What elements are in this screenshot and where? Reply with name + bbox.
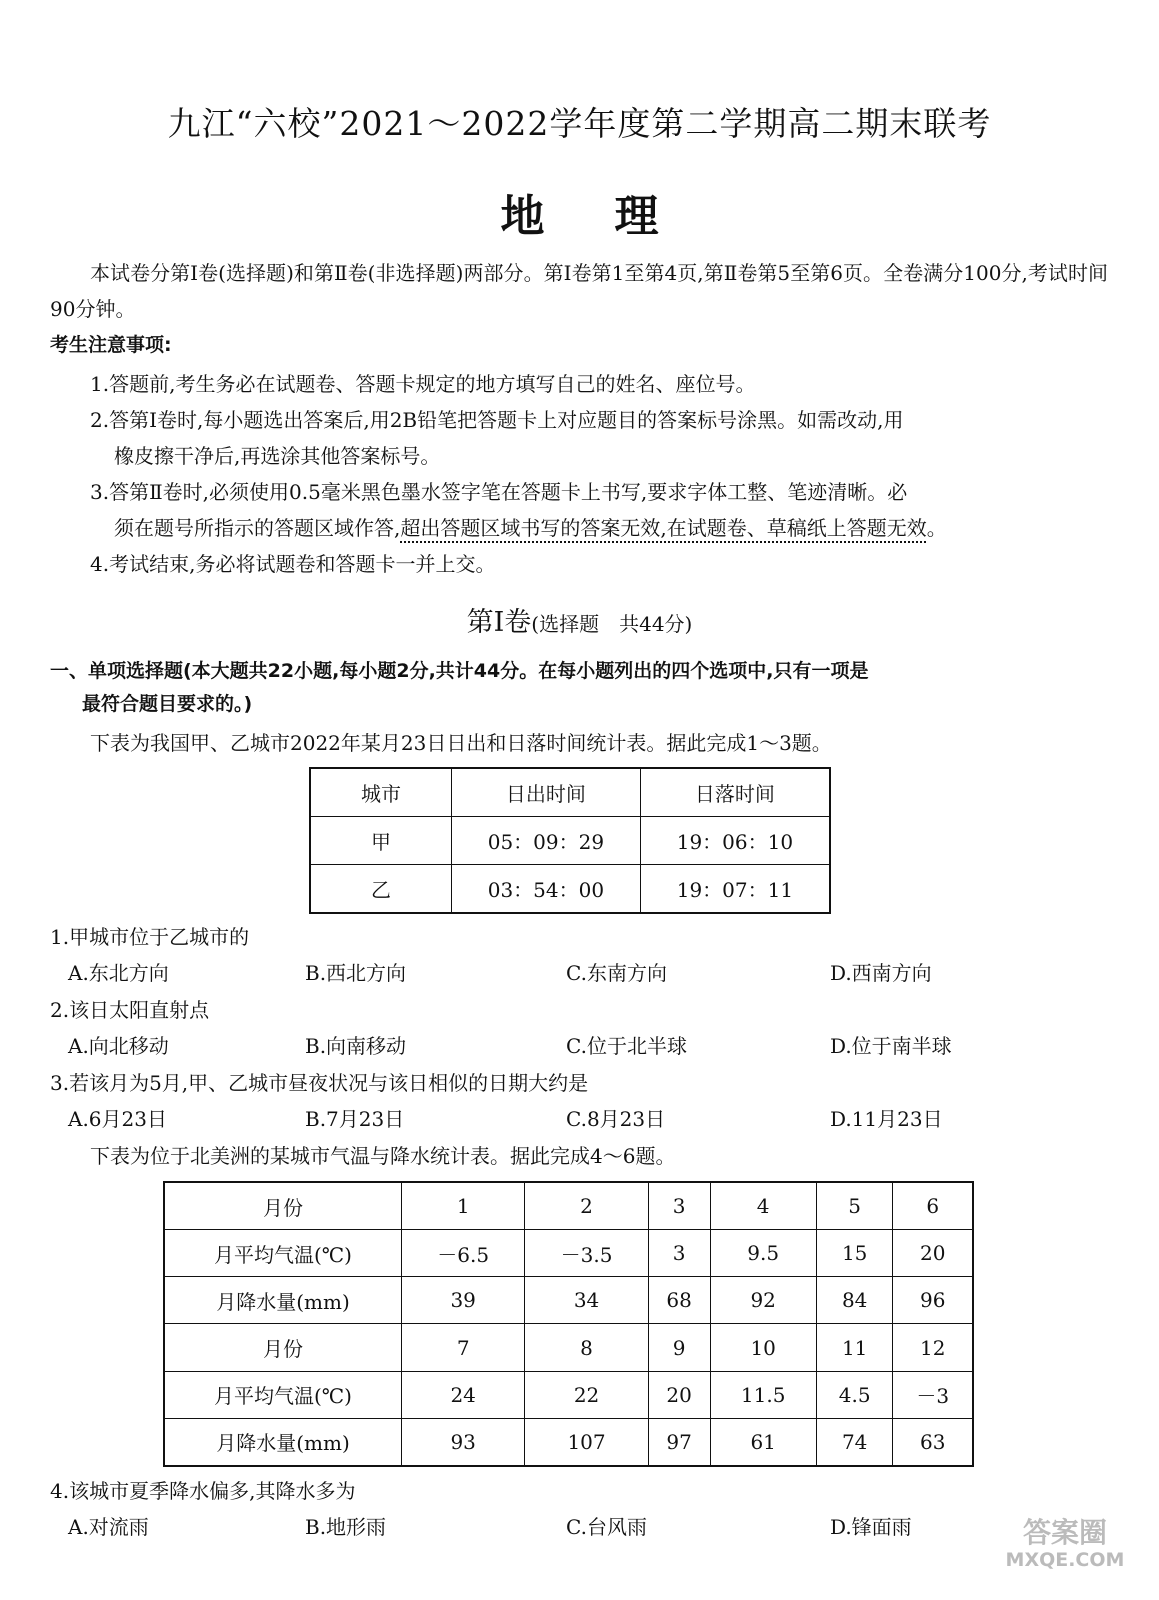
question-3: 3.若该月为5月,甲、乙城市昼夜状况与该日相似的日期大约是 xyxy=(50,1071,589,1095)
table-row xyxy=(310,864,830,913)
table-cell: 20 xyxy=(648,1371,710,1418)
table-header-cell: 城市 xyxy=(310,768,452,817)
table-cell: 1 xyxy=(402,1182,525,1230)
note-item-4: 4.考试结束,务必将试题卷和答题卡一并上交。 xyxy=(90,552,496,576)
section-subtitle: (选择题 共44分) xyxy=(531,612,693,636)
section-name: 第Ⅰ卷 xyxy=(466,607,532,638)
table-cell: 8 xyxy=(525,1324,648,1371)
option-a: A.6月23日 xyxy=(68,1107,167,1131)
table-cell: 22 xyxy=(525,1371,648,1418)
intro-paragraph: 本试卷分第Ⅰ卷(选择题)和第Ⅱ卷(非选择题)两部分。第Ⅰ卷第1至第4页,第Ⅱ卷第5至第6页。全卷满分100分,考试时间90分钟。 xyxy=(50,261,1108,321)
note-emphasis: 超出答题区域书写的答案无效,在试题卷、草稿纸上答题无效 xyxy=(400,516,927,540)
table-row xyxy=(164,1324,973,1371)
table-header-cell: 日落时间 xyxy=(640,768,830,817)
table-cell: 月降水量(mm) xyxy=(164,1277,402,1324)
table-cell: 12 xyxy=(893,1324,973,1371)
table-cell: 9.5 xyxy=(710,1230,816,1277)
table-cell: 107 xyxy=(525,1418,648,1466)
option-d: D.位于南半球 xyxy=(830,1034,952,1058)
table-cell: 20 xyxy=(893,1230,973,1277)
question-2: 2.该日太阳直射点 xyxy=(50,998,210,1022)
table-cell: 11 xyxy=(816,1324,893,1371)
table-row xyxy=(164,1418,973,1466)
section-title xyxy=(0,600,1159,639)
table-cell: 3 xyxy=(648,1230,710,1277)
option-c: C.东南方向 xyxy=(566,961,667,985)
subject-title: 地理 xyxy=(500,191,729,242)
part-heading xyxy=(50,655,1108,721)
option-c: C.8月23日 xyxy=(566,1107,666,1131)
table-cell: 93 xyxy=(402,1418,525,1466)
option-a: A.对流雨 xyxy=(68,1515,149,1539)
table-cell: 15 xyxy=(816,1230,893,1277)
option-d: D.11月23日 xyxy=(830,1107,943,1131)
table-cell: 19：07：11 xyxy=(640,864,830,913)
table-cell: 61 xyxy=(710,1418,816,1466)
question-stem-4-6: 下表为位于北美洲的某城市气温与降水统计表。据此完成4～6题。 xyxy=(90,1144,676,1168)
table-row xyxy=(164,1277,973,1324)
question-2-options xyxy=(68,1031,1108,1061)
table-cell: 84 xyxy=(816,1277,893,1324)
table-cell: －3 xyxy=(893,1371,973,1418)
table-cell: 96 xyxy=(893,1277,973,1324)
table-cell: 74 xyxy=(816,1418,893,1466)
table-row xyxy=(164,1230,973,1277)
table-cell: 68 xyxy=(648,1277,710,1324)
note-item-3-cont-end: 。 xyxy=(926,516,947,540)
table-cell: 63 xyxy=(893,1418,973,1466)
table-cell: 92 xyxy=(710,1277,816,1324)
option-c: C.位于北半球 xyxy=(566,1034,687,1058)
option-d: D.锋面雨 xyxy=(830,1515,912,1539)
table-cell: 34 xyxy=(525,1277,648,1324)
table-cell: 19：06：10 xyxy=(640,817,830,865)
watermark-top-text: 答案圈 xyxy=(1022,1516,1108,1549)
note-item-3-cont-a: 须在题号所指示的答题区域作答, xyxy=(114,516,401,540)
option-b: B.向南移动 xyxy=(305,1034,407,1058)
table-cell: 9 xyxy=(648,1324,710,1371)
table-cell: －3.5 xyxy=(525,1230,648,1277)
table-row xyxy=(164,1371,973,1418)
question-4: 4.该城市夏季降水偏多,其降水多为 xyxy=(50,1479,356,1503)
watermark-bottom-text: MXQE.COM xyxy=(1005,1549,1125,1570)
table-cell: 2 xyxy=(525,1182,648,1230)
exam-title: 九江“六校”2021～2022学年度第二学期高二期末联考 xyxy=(167,104,992,143)
table-cell: 4 xyxy=(710,1182,816,1230)
question-4-options xyxy=(68,1512,1108,1542)
table-cell: 03：54：00 xyxy=(452,864,641,913)
question-3-options xyxy=(68,1104,1108,1134)
table-cell: 月平均气温(℃) xyxy=(164,1371,402,1418)
table-cell: 月降水量(mm) xyxy=(164,1418,402,1466)
question-1: 1.甲城市位于乙城市的 xyxy=(50,925,250,949)
option-a: A.东北方向 xyxy=(68,961,169,985)
table-row xyxy=(310,817,830,865)
table-header-row xyxy=(310,768,830,817)
table-header-cell: 日出时间 xyxy=(452,768,641,817)
table-cell: 5 xyxy=(816,1182,893,1230)
table-row xyxy=(164,1182,973,1230)
table-cell: 24 xyxy=(402,1371,525,1418)
table-cell: 10 xyxy=(710,1324,816,1371)
sunrise-sunset-table xyxy=(309,767,831,914)
part-heading-line2: 最符合题目要求的。) xyxy=(82,693,253,715)
note-item-3: 3.答第Ⅱ卷时,必须使用0.5毫米黑色墨水签字笔在答题卡上书写,要求字体工整、笔迹清晰。必 xyxy=(90,480,908,504)
question-stem-1-3: 下表为我国甲、乙城市2022年某月23日日出和日落时间统计表。据此完成1～3题。 xyxy=(90,731,832,755)
notes-heading: 考生注意事项: xyxy=(50,334,172,356)
part-heading-line1: 一、单项选择题(本大题共22小题,每小题2分,共计44分。在每小题列出的四个选项中,只有一项是 xyxy=(50,660,869,682)
note-item-2: 2.答第Ⅰ卷时,每小题选出答案后,用2B铅笔把答题卡上对应题目的答案标号涂黑。如需改动,用 xyxy=(90,408,904,432)
option-d: D.西南方向 xyxy=(830,961,932,985)
table-cell: 月平均气温(℃) xyxy=(164,1230,402,1277)
table-cell: 月份 xyxy=(164,1182,402,1230)
table-cell: 7 xyxy=(402,1324,525,1371)
table-cell: －6.5 xyxy=(402,1230,525,1277)
climate-table xyxy=(163,1181,974,1467)
table-cell: 乙 xyxy=(310,864,452,913)
table-cell: 39 xyxy=(402,1277,525,1324)
note-item-1: 1.答题前,考生务必在试题卷、答题卡规定的地方填写自己的姓名、座位号。 xyxy=(90,372,756,396)
note-item-3-cont xyxy=(90,510,1132,546)
watermark-logo xyxy=(999,1510,1131,1570)
table-cell: 4.5 xyxy=(816,1371,893,1418)
option-b: B.西北方向 xyxy=(305,961,407,985)
table-cell: 6 xyxy=(893,1182,973,1230)
table-cell: 甲 xyxy=(310,817,452,865)
table-cell: 11.5 xyxy=(710,1371,816,1418)
option-a: A.向北移动 xyxy=(68,1034,169,1058)
option-b: B.7月23日 xyxy=(305,1107,405,1131)
option-b: B.地形雨 xyxy=(305,1515,387,1539)
table-cell: 3 xyxy=(648,1182,710,1230)
note-item-2-cont: 橡皮擦干净后,再选涂其他答案标号。 xyxy=(114,444,441,468)
table-cell: 月份 xyxy=(164,1324,402,1371)
table-cell: 97 xyxy=(648,1418,710,1466)
question-1-options xyxy=(68,958,1108,988)
option-c: C.台风雨 xyxy=(566,1515,647,1539)
table-cell: 05：09：29 xyxy=(452,817,641,865)
